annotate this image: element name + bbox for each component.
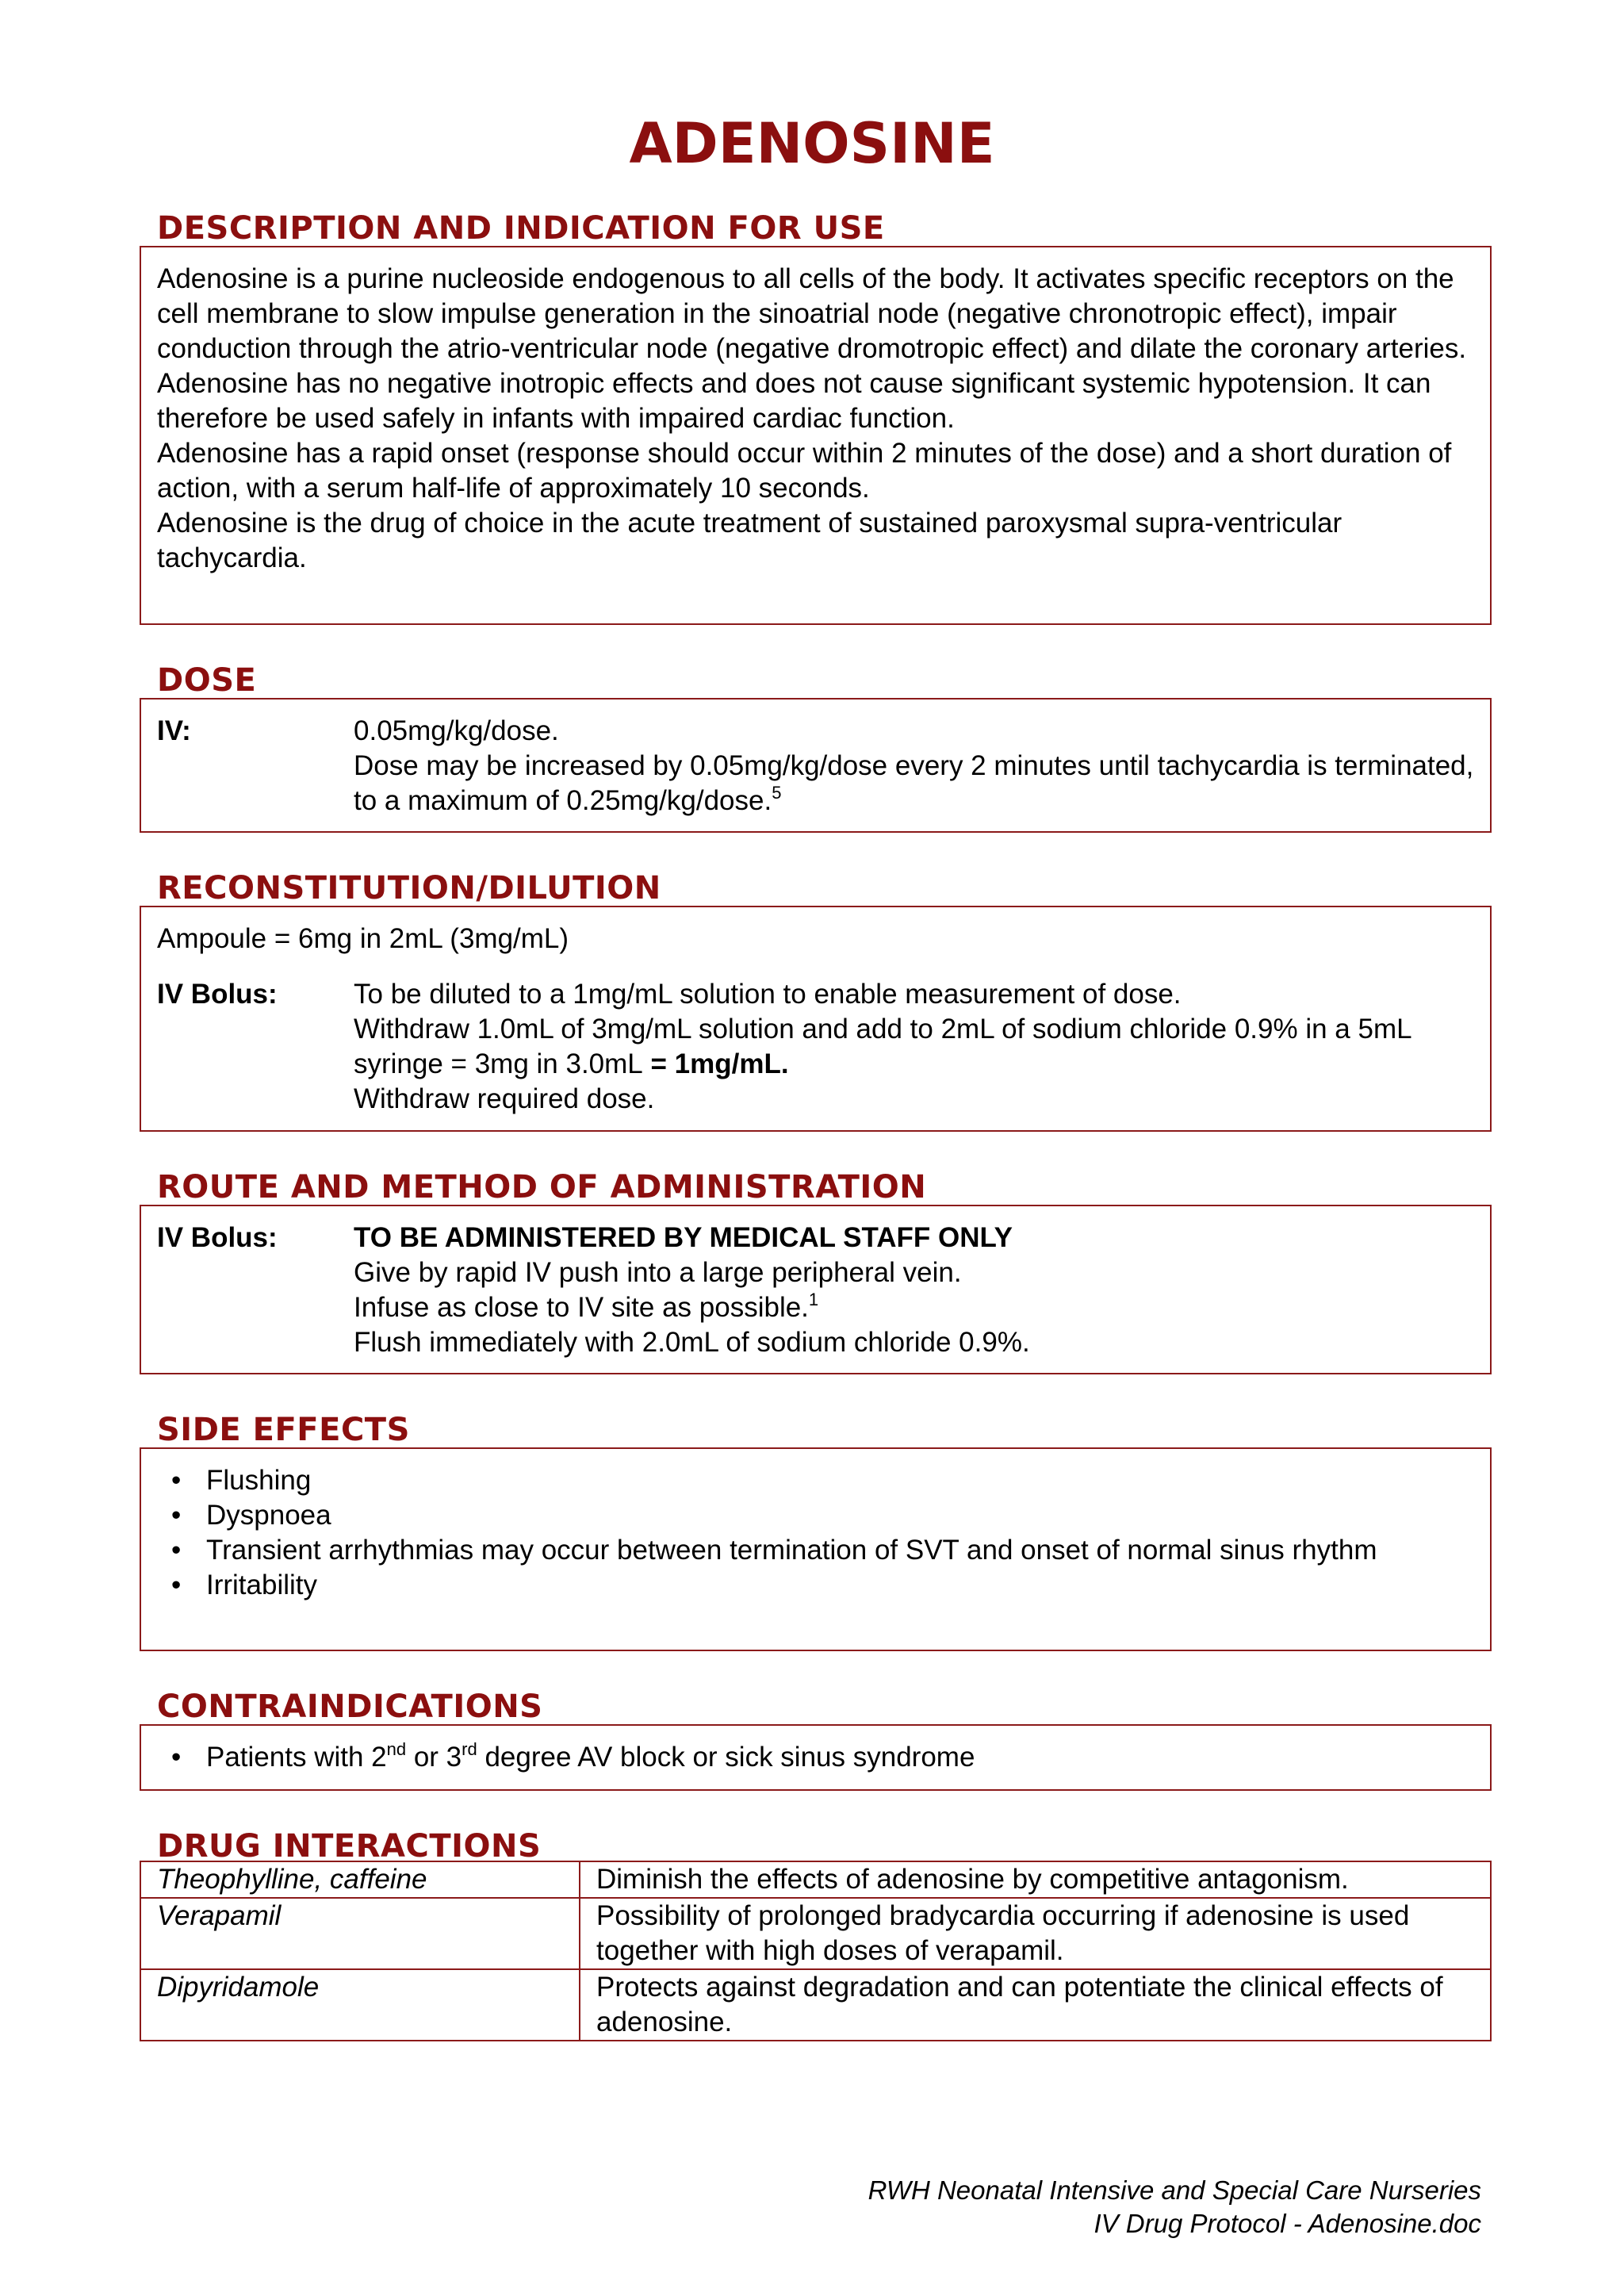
reconstitution-text (354, 977, 1474, 1117)
table-row (140, 1898, 1491, 1969)
reconstitution-route-label: IV Bolus: (157, 979, 278, 1010)
route-line: Infuse as close to IV site as possible.$^1$ (354, 1290, 819, 1323)
bullet: • (171, 1742, 182, 1773)
dose-reference: 5 (772, 783, 782, 803)
drug-interactions-table (140, 1861, 1492, 2041)
list-item: • Transient arrhythmias may occur between termination of SVT and onset of normal sinus rhythm (157, 1533, 1474, 1568)
list-item: • Flushing (157, 1463, 1474, 1498)
document-footer (868, 2174, 1481, 2240)
route-reference: 1 (808, 1290, 819, 1309)
heading-contraindications: CONTRAINDICATIONS (157, 1688, 543, 1725)
dose-box (140, 698, 1492, 833)
bullet: • (171, 1535, 182, 1566)
interaction-effect: Diminish the effects of adenosine by competitive antagonism. (580, 1861, 1491, 1898)
bullet: • (171, 1500, 182, 1531)
list-item: • Dyspnoea (157, 1498, 1474, 1533)
concentration-result: = 1mg/mL. (642, 1048, 789, 1079)
reconstitution-line: Withdraw required dose. (354, 1083, 655, 1114)
interaction-effect: Possibility of prolonged bradycardia occurring if adenosine is used together with high doses of verapamil. (580, 1898, 1491, 1969)
route-label: IV Bolus: (157, 1222, 278, 1253)
heading-side-effects: SIDE EFFECTS (157, 1412, 410, 1448)
heading-drug-interactions: DRUG INTERACTIONS (157, 1828, 542, 1865)
description-paragraph: Adenosine is the drug of choice in the acute treatment of sustained paroxysmal supra-ventricular tachycardia. (157, 508, 1342, 573)
route-warning: TO BE ADMINISTERED BY MEDICAL STAFF ONLY (354, 1222, 1013, 1253)
reconstitution-line: To be diluted to a 1mg/mL solution to enable measurement of dose. (354, 979, 1182, 1010)
heading-description: DESCRIPTION AND INDICATION FOR USE (157, 210, 885, 247)
dose-route-label: IV: (157, 715, 191, 746)
reconstitution-box (140, 906, 1492, 1132)
bullet: • (171, 1570, 182, 1600)
table-row (140, 1969, 1491, 2041)
table-row (140, 1861, 1491, 1898)
route-box (140, 1205, 1492, 1374)
bullet: • (171, 1465, 182, 1496)
list-item: • Irritability (157, 1568, 1474, 1603)
route-line: Give by rapid IV push into a large peripheral vein. (354, 1257, 962, 1288)
heading-route: ROUTE AND METHOD OF ADMINISTRATION (157, 1169, 927, 1205)
dose-line: 0.05mg/kg/dose. (354, 715, 559, 746)
heading-reconstitution: RECONSTITUTION/DILUTION (157, 870, 661, 907)
footer-line: RWH Neonatal Intensive and Special Care Nurseries (868, 2175, 1481, 2205)
description-box (140, 246, 1492, 625)
document-title: ADENOSINE (629, 111, 995, 176)
dose-line: Dose may be increased by 0.05mg/kg/dose every 2 minutes until tachycardia is terminated, to a maximum of 0.25mg/kg/dose.$^5$ (354, 750, 1474, 816)
footer-line: IV Drug Protocol - Adenosine.doc (1094, 2209, 1481, 2238)
list-item: • Patients with 2nd or 3rd degree AV block or sick sinus syndrome (157, 1740, 1474, 1775)
description-paragraph: Adenosine is a purine nucleoside endogenous to all cells of the body. It activates specific receptors on the cell membrane to slow impulse generation in the sinoatrial node (negative chronotropic effect), impair conduction through the atrio-ventricular node (negative dromotropic effect) and dilate the coronary arteries. Adenosine has no negative inotropic effects and does not cause significant systemic hypotension. It can therefore be used safely in infants with impaired cardiac function. (157, 263, 1467, 434)
route-text (354, 1221, 1474, 1360)
side-effects-box (140, 1447, 1492, 1651)
side-effects-list (157, 1463, 1474, 1603)
contraindications-box (140, 1724, 1492, 1791)
reconstitution-line: Withdraw 1.0mL of 3mg/mL solution and add to 2mL of sodium chloride 0.9% in a 5mL syringe = 3mg in 3.0mL = 1mg/mL. (354, 1014, 1411, 1079)
interaction-drug: Verapamil (140, 1898, 580, 1969)
heading-dose: DOSE (157, 662, 257, 699)
ampoule-line: Ampoule = 6mg in 2mL (3mg/mL) (157, 923, 569, 954)
interaction-drug: Theophylline, caffeine (140, 1861, 580, 1898)
interaction-effect: Protects against degradation and can potentiate the clinical effects of adenosine. (580, 1969, 1491, 2041)
dose-text (354, 714, 1474, 818)
route-line: Flush immediately with 2.0mL of sodium chloride 0.9%. (354, 1327, 1030, 1358)
interaction-drug: Dipyridamole (140, 1969, 580, 2041)
description-paragraph: Adenosine has a rapid onset (response should occur within 2 minutes of the dose) and a short duration of action, with a serum half-life of approximately 10 seconds. (157, 438, 1452, 504)
contraindications-list (157, 1740, 1474, 1775)
